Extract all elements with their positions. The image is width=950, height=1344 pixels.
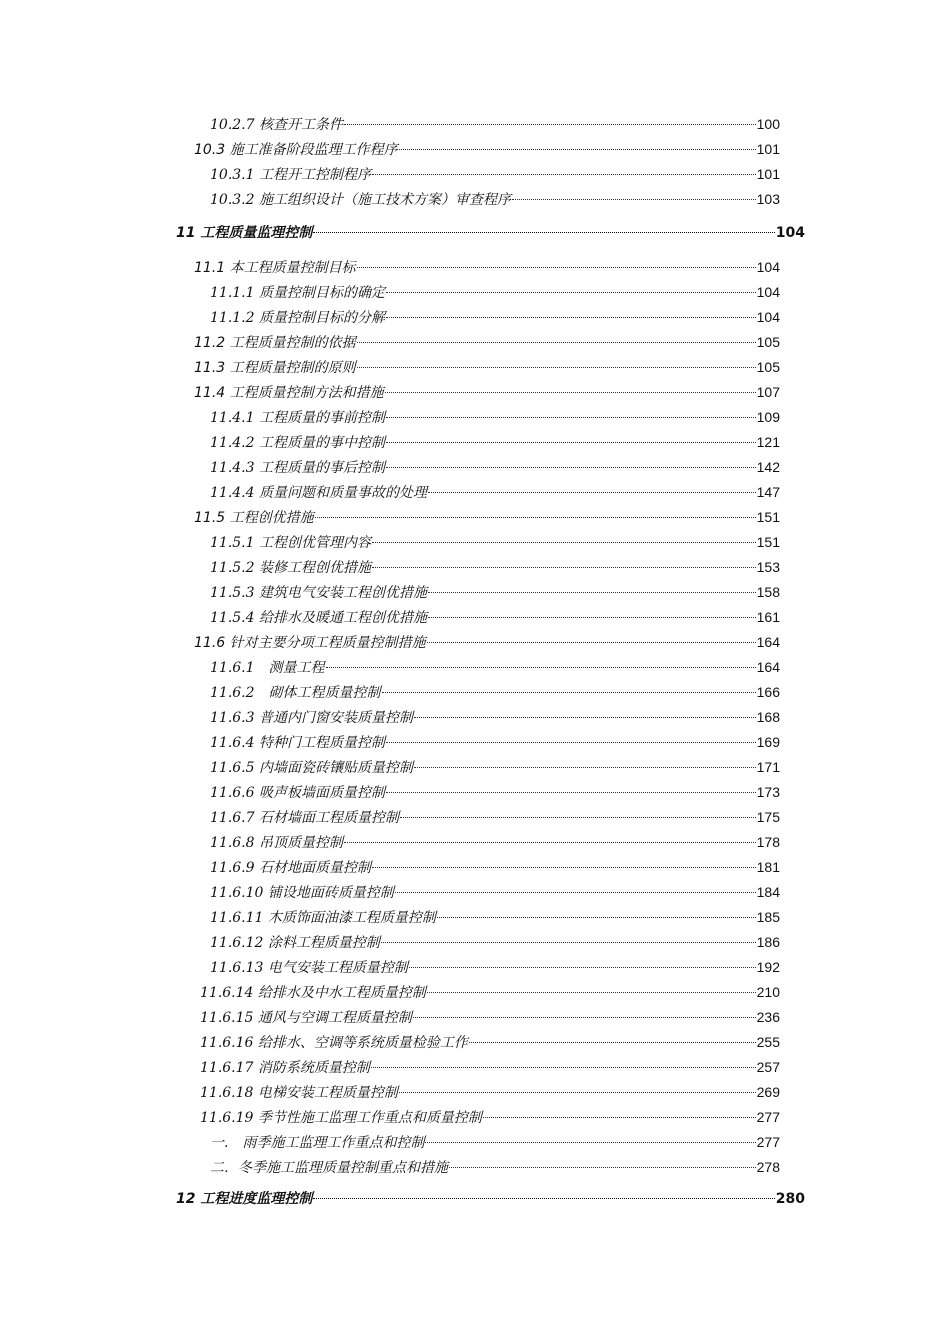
toc-entry-page-number: 210 — [756, 984, 780, 1000]
toc-entry-title: 11.6.5 内墙面瓷砖镶贴质量控制 — [210, 760, 413, 776]
toc-entry[interactable] — [210, 856, 780, 878]
toc-entry-page-number: 164 — [756, 634, 780, 650]
toc-leader-dots — [357, 366, 756, 368]
toc-entry[interactable] — [194, 631, 780, 653]
toc-entry-title: 11.1.1 质量控制目标的确定 — [210, 285, 385, 301]
toc-entry-title: 11.6 针对主要分项工程质量控制措施 — [194, 635, 426, 651]
toc-leader-dots — [425, 1141, 755, 1143]
toc-chapter-entry[interactable] — [176, 1188, 805, 1210]
toc-entry[interactable] — [194, 256, 780, 278]
toc-entry[interactable] — [200, 1006, 780, 1028]
toc-entry-title: 11.5.1 工程创优管理内容 — [210, 535, 371, 551]
toc-leader-dots — [428, 491, 756, 493]
toc-entry-title: 11.6.6 吸声板墙面质量控制 — [210, 785, 385, 801]
toc-leader-dots — [413, 1016, 756, 1018]
toc-entry-page-number: 280 — [775, 1191, 805, 1207]
toc-entry-title: 11.4.2 工程质量的事中控制 — [210, 435, 385, 451]
toc-leader-dots — [386, 791, 756, 793]
toc-entry[interactable] — [210, 706, 780, 728]
toc-entry[interactable] — [210, 188, 780, 210]
toc-entry-title: 11.6.10 铺设地面砖质量控制 — [210, 885, 394, 901]
toc-entry[interactable] — [194, 138, 780, 160]
toc-entry-page-number: 277 — [756, 1109, 780, 1125]
toc-leader-dots — [428, 616, 756, 618]
toc-entry-page-number: 173 — [756, 784, 780, 800]
toc-entry[interactable] — [210, 163, 780, 185]
toc-leader-dots — [427, 641, 756, 643]
toc-entry-page-number: 105 — [756, 334, 780, 350]
toc-entry-page-number: 104 — [756, 284, 780, 300]
toc-entry[interactable] — [200, 1106, 780, 1128]
toc-entry-page-number: 104 — [756, 309, 780, 325]
toc-entry-title: 11.6.16 给排水、空调等系统质量检验工作 — [200, 1035, 468, 1051]
toc-entry-page-number: 269 — [756, 1084, 780, 1100]
toc-leader-dots — [428, 591, 756, 593]
toc-entry[interactable] — [210, 556, 780, 578]
toc-entry-title: 11.4.3 工程质量的事后控制 — [210, 460, 385, 476]
toc-entry-title: 11.6.4 特种门工程质量控制 — [210, 735, 385, 751]
toc-entry-title: 11.6.12 涂料工程质量控制 — [210, 935, 380, 951]
toc-entry-title: 一. 雨季施工监理工作重点和控制 — [210, 1135, 425, 1151]
toc-entry-title: 11.6.15 通风与空调工程质量控制 — [200, 1010, 412, 1026]
toc-entry[interactable] — [210, 456, 780, 478]
toc-leader-dots — [313, 1197, 774, 1199]
toc-entry-page-number: 178 — [756, 834, 780, 850]
toc-leader-dots — [344, 841, 756, 843]
toc-entry-page-number: 278 — [756, 1159, 780, 1175]
toc-entry[interactable] — [194, 381, 780, 403]
toc-entry-page-number: 236 — [756, 1009, 780, 1025]
toc-entry[interactable] — [210, 531, 780, 553]
toc-entry[interactable] — [210, 931, 780, 953]
toc-leader-dots — [483, 1116, 756, 1118]
toc-leader-dots — [399, 148, 756, 150]
toc-entry-page-number: 100 — [756, 116, 780, 132]
toc-entry-page-number: 166 — [756, 684, 780, 700]
toc-entry[interactable] — [194, 356, 780, 378]
toc-entry[interactable] — [210, 731, 780, 753]
toc-entry-page-number: 105 — [756, 359, 780, 375]
toc-entry-page-number: 171 — [756, 759, 780, 775]
toc-entry-title: 11.6.19 季节性施工监理工作重点和质量控制 — [200, 1110, 482, 1126]
toc-leader-dots — [427, 991, 756, 993]
toc-entry-page-number: 277 — [756, 1134, 780, 1150]
toc-entry-title: 11.5.3 建筑电气安装工程创优措施 — [210, 585, 427, 601]
toc-entry-title: 11.5.2 装修工程创优措施 — [210, 560, 371, 576]
toc-entry-page-number: 104 — [756, 259, 780, 275]
toc-entry-title: 10.2.7 核查开工条件 — [210, 117, 343, 133]
toc-entry[interactable] — [210, 781, 780, 803]
toc-entry[interactable] — [210, 1131, 780, 1153]
toc-entry[interactable] — [200, 1081, 780, 1103]
toc-entry-title: 10.3 施工准备阶段监理工作程序 — [194, 142, 398, 158]
toc-leader-dots — [400, 816, 756, 818]
toc-entry-page-number: 103 — [756, 191, 780, 207]
toc-entry[interactable] — [200, 1056, 780, 1078]
toc-entry-title: 11.6.17 消防系统质量控制 — [200, 1060, 370, 1076]
toc-chapter-entry[interactable] — [176, 222, 805, 244]
toc-entry[interactable] — [200, 1031, 780, 1053]
toc-entry-page-number: 101 — [756, 141, 780, 157]
toc-leader-dots — [437, 916, 756, 918]
toc-leader-dots — [399, 1091, 756, 1093]
toc-entry-page-number: 164 — [756, 659, 780, 675]
toc-leader-dots — [313, 231, 774, 233]
toc-entry-title: 11.6.8 吊顶质量控制 — [210, 835, 343, 851]
toc-entry[interactable] — [210, 581, 780, 603]
toc-entry[interactable] — [210, 606, 780, 628]
toc-leader-dots — [344, 123, 756, 125]
toc-entry-page-number: 147 — [756, 484, 780, 500]
toc-leader-dots — [414, 716, 756, 718]
toc-entry-page-number: 101 — [756, 166, 780, 182]
toc-leader-dots — [386, 291, 756, 293]
toc-leader-dots — [386, 741, 756, 743]
toc-leader-dots — [357, 266, 756, 268]
toc-entry-page-number: 184 — [756, 884, 780, 900]
toc-entry-page-number: 186 — [756, 934, 780, 950]
toc-entry[interactable] — [210, 756, 780, 778]
toc-leader-dots — [409, 966, 756, 968]
toc-entry-page-number: 121 — [756, 434, 780, 450]
toc-entry-title: 11.6.2 砌体工程质量控制 — [210, 685, 381, 701]
toc-entry-page-number: 192 — [756, 959, 780, 975]
toc-leader-dots — [449, 1166, 756, 1168]
toc-entry-title: 11.5 工程创优措施 — [194, 510, 314, 526]
toc-entry[interactable] — [210, 906, 780, 928]
toc-entry[interactable] — [210, 681, 780, 703]
toc-entry-page-number: 107 — [756, 384, 780, 400]
toc-entry[interactable] — [210, 281, 780, 303]
toc-entry-page-number: 257 — [756, 1059, 780, 1075]
toc-entry[interactable] — [194, 506, 780, 528]
toc-entry-title: 11.5.4 给排水及暖通工程创优措施 — [210, 610, 427, 626]
toc-entry-title: 二．冬季施工监理质量控制重点和措施 — [210, 1160, 448, 1176]
toc-leader-dots — [512, 198, 756, 200]
toc-entry-title: 11.4.1 工程质量的事前控制 — [210, 410, 385, 426]
toc-leader-dots — [326, 666, 756, 668]
toc-leader-dots — [386, 441, 756, 443]
toc-entry[interactable] — [210, 306, 780, 328]
toc-entry-title: 11.6.7 石材墙面工程质量控制 — [210, 810, 399, 826]
toc-entry[interactable] — [210, 481, 780, 503]
toc-entry-title: 11.6.14 给排水及中水工程质量控制 — [200, 985, 426, 1001]
toc-entry-page-number: 181 — [756, 859, 780, 875]
toc-entry-page-number: 104 — [775, 225, 805, 241]
toc-leader-dots — [386, 466, 756, 468]
toc-entry-page-number: 169 — [756, 734, 780, 750]
toc-leader-dots — [386, 316, 756, 318]
toc-entry[interactable] — [210, 881, 780, 903]
toc-entry-title: 11.1.2 质量控制目标的分解 — [210, 310, 385, 326]
toc-entry-title: 11.6.11 木质饰面油漆工程质量控制 — [210, 910, 436, 926]
toc-entry[interactable] — [210, 806, 780, 828]
toc-entry[interactable] — [210, 956, 780, 978]
toc-entry-title: 11.6.3 普通内门窗安装质量控制 — [210, 710, 413, 726]
toc-leader-dots — [372, 866, 756, 868]
toc-entry-page-number: 151 — [756, 509, 780, 525]
toc-entry[interactable] — [210, 656, 780, 678]
toc-entry-title: 11.4.4 质量问题和质量事故的处理 — [210, 485, 427, 501]
toc-leader-dots — [386, 416, 756, 418]
toc-entry[interactable] — [194, 331, 780, 353]
toc-entry[interactable] — [210, 431, 780, 453]
toc-entry-page-number: 161 — [756, 609, 780, 625]
toc-entry-page-number: 153 — [756, 559, 780, 575]
toc-entry[interactable] — [200, 981, 780, 1003]
toc-entry[interactable] — [210, 406, 780, 428]
toc-leader-dots — [372, 566, 756, 568]
toc-entry-title: 11.6.1 测量工程 — [210, 660, 325, 676]
toc-entry-page-number: 151 — [756, 534, 780, 550]
toc-entry-title: 11.2 工程质量控制的依据 — [194, 335, 356, 351]
toc-entry-title: 11.6.13 电气安装工程质量控制 — [210, 960, 408, 976]
toc-entry-page-number: 158 — [756, 584, 780, 600]
toc-leader-dots — [357, 341, 756, 343]
toc-entry-page-number: 142 — [756, 459, 780, 475]
toc-entry-title: 12 工程进度监理控制 — [176, 1191, 313, 1207]
toc-entry-title: 11 工程质量监理控制 — [176, 225, 313, 241]
toc-entry-page-number: 185 — [756, 909, 780, 925]
toc-entry-title: 11.1 本工程质量控制目标 — [194, 260, 356, 276]
toc-entry-title: 10.3.1 工程开工控制程序 — [210, 167, 371, 183]
toc-leader-dots — [382, 691, 756, 693]
toc-leader-dots — [372, 541, 756, 543]
toc-entry-page-number: 175 — [756, 809, 780, 825]
toc-leader-dots — [371, 1066, 756, 1068]
toc-entry-page-number: 168 — [756, 709, 780, 725]
toc-leader-dots — [385, 391, 756, 393]
toc-leader-dots — [395, 891, 756, 893]
toc-entry-page-number: 109 — [756, 409, 780, 425]
toc-entry[interactable] — [210, 113, 780, 135]
toc-leader-dots — [372, 173, 756, 175]
toc-entry-title: 11.6.9 石材地面质量控制 — [210, 860, 371, 876]
toc-entry-title: 11.6.18 电梯安装工程质量控制 — [200, 1085, 398, 1101]
toc-entry-title: 10.3.2 施工组织设计（施工技术方案）审查程序 — [210, 192, 511, 208]
toc-entry[interactable] — [210, 831, 780, 853]
toc-entry-title: 11.4 工程质量控制方法和措施 — [194, 385, 384, 401]
toc-entry-page-number: 255 — [756, 1034, 780, 1050]
toc-entry[interactable] — [210, 1156, 780, 1178]
toc-leader-dots — [381, 941, 756, 943]
toc-leader-dots — [414, 766, 756, 768]
toc-entry-title: 11.3 工程质量控制的原则 — [194, 360, 356, 376]
toc-leader-dots — [315, 516, 756, 518]
toc-leader-dots — [469, 1041, 756, 1043]
